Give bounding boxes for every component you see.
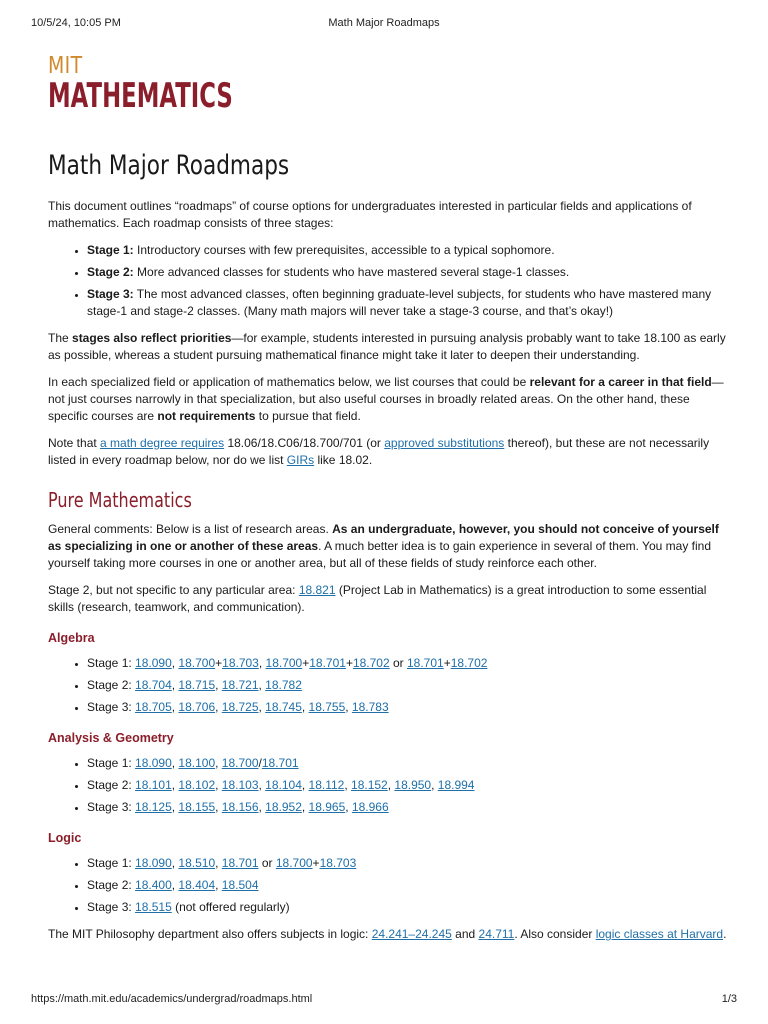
approved-substitutions-link[interactable]: approved substitutions [384, 436, 505, 450]
algebra-heading: Algebra [48, 631, 95, 645]
course-link[interactable]: 18.701 [309, 656, 346, 670]
course-link[interactable]: 24.711 [478, 927, 515, 941]
stage-label: Stage 1: [87, 243, 134, 257]
course-link[interactable]: 24.241–24.245 [371, 927, 452, 941]
algebra-list [48, 655, 728, 716]
text: or [258, 856, 276, 870]
list-item: • Stage 2: 18.400, 18.404, 18.504 [87, 877, 728, 894]
course-link[interactable]: 18.152 [351, 778, 388, 792]
text: like 18.02. [314, 453, 373, 467]
print-url: https://math.mit.edu/academics/undergrad/roadmaps.html [31, 993, 313, 1005]
course-link[interactable]: 18.705 [135, 700, 172, 714]
analysis-list [48, 755, 728, 816]
text: to pursue that field. [255, 409, 361, 423]
course-link[interactable]: 18.745 [265, 700, 302, 714]
text: and [451, 927, 479, 941]
list-item: • Stage 3: 18.705, 18.706, 18.725, 18.745, 18.755, 18.783 [87, 699, 728, 716]
bold-text: stages also reflect priorities [72, 331, 232, 345]
course-link[interactable]: 18.952 [265, 800, 302, 814]
course-link[interactable]: 18.703 [319, 856, 357, 870]
mit-mathematics-logo[interactable] [48, 53, 324, 116]
note-paragraph [48, 435, 728, 469]
print-header [0, 17, 768, 31]
stage-label: Stage 1: [87, 656, 136, 670]
text: . A much better idea is to gain experience in several of them. You may find yourself taking more courses in one or another area, but all of these fields of study reinforce each other. [48, 539, 711, 570]
course-link[interactable]: 18.090 [135, 856, 172, 870]
intro-paragraph: This document outlines “roadmaps” of course options for undergraduates interested in particular fields and applications of mathematics. Each roadmap consists of three stages: [48, 199, 692, 230]
logo-mathematics-text: MATHEMATICS [48, 76, 233, 116]
text: thereof), but these are not necessarily listed in every roadmap below, nor do we list [48, 436, 710, 467]
logic-heading: Logic [48, 831, 82, 845]
course-link[interactable]: 18.103 [221, 778, 259, 792]
text: Stage 2, but not specific to any particular area: [48, 583, 299, 597]
course-link[interactable]: 18.725 [221, 700, 259, 714]
stages-list [48, 242, 728, 320]
course-link[interactable]: 18.755 [308, 700, 346, 714]
course-link[interactable]: 18.125 [135, 800, 172, 814]
print-datetime: 10/5/24, 10:05 PM [31, 17, 121, 29]
course-link[interactable]: 18.101 [135, 778, 172, 792]
bold-text: relevant for a career in that field [529, 375, 712, 389]
course-link[interactable]: 18.966 [351, 800, 389, 814]
course-link[interactable]: 18.700 [221, 756, 259, 770]
philosophy-paragraph [48, 926, 728, 943]
analysis-geometry-heading: Analysis & Geometry [48, 731, 174, 745]
stage-label: Stage 2: [87, 678, 136, 692]
course-link[interactable]: 18.700 [265, 656, 303, 670]
course-link[interactable]: 18.703 [222, 656, 259, 670]
general-comments-paragraph [48, 521, 728, 572]
list-item: • Stage 1: 18.090, 18.510, 18.701 or 18.700+18.703 [87, 855, 728, 872]
course-link[interactable]: 18.965 [308, 800, 346, 814]
course-link[interactable]: 18.702 [352, 656, 390, 670]
course-link[interactable]: 18.782 [265, 678, 302, 692]
text: In each specialized field or application of mathematics below, we list courses that could be [48, 375, 530, 389]
stage-label: Stage 3: [87, 900, 136, 914]
course-link[interactable]: 18.701 [407, 656, 444, 670]
main-content [48, 148, 728, 953]
text: —for example, students interested in pursuing analysis probably want to take 18.100 as early as possible, whereas a student pursuing mathematical finance might take it later to deepen their understanding. [48, 331, 726, 362]
course-link[interactable]: 18.701 [261, 756, 299, 770]
stage-label: Stage 3: [87, 800, 136, 814]
priorities-paragraph [48, 330, 728, 364]
course-link[interactable]: 18.100 [178, 756, 216, 770]
stage-label: Stage 3: [87, 287, 134, 301]
stage-label: Stage 2: [87, 265, 134, 279]
list-item: • Stage 3: 18.125, 18.155, 18.156, 18.952, 18.965, 18.966 [87, 799, 728, 816]
course-link[interactable]: 18.510 [178, 856, 216, 870]
bold-text: As an undergraduate, however, you should not conceive of yourself as specializing in one or another of these areas [48, 522, 719, 553]
list-item [87, 264, 728, 281]
text: 18.06/18.C06/18.700/701 (or [224, 436, 385, 450]
stage2-general-paragraph [48, 582, 728, 616]
course-link[interactable]: 18.994 [437, 778, 475, 792]
text: General comments: Below is a list of research areas. [48, 522, 333, 536]
print-page-number: 1/3 [721, 993, 737, 1005]
girs-link[interactable]: GIRs [286, 453, 315, 467]
course-link[interactable]: 18.102 [178, 778, 216, 792]
page-title: Math Major Roadmaps [48, 150, 290, 181]
course-link[interactable]: 18.701 [221, 856, 259, 870]
text: . [723, 927, 727, 941]
stage-text: More advanced classes for students who have mastered several stage-1 classes. [133, 265, 570, 279]
stage-label: Stage 2: [87, 878, 136, 892]
stage-text: Introductory courses with few prerequisites, accessible to a typical sophomore. [133, 243, 555, 257]
list-item [87, 242, 728, 259]
logo-mit-text: MIT [48, 53, 83, 79]
course-link[interactable]: 18.090 [135, 656, 172, 670]
course-link[interactable]: 18.156 [221, 800, 259, 814]
career-paragraph [48, 374, 728, 425]
text: (Project Lab in Mathematics) is a great introduction to some essential skills (research, teamwork, and communication). [48, 583, 707, 614]
text: The [48, 331, 73, 345]
course-link[interactable]: 18.090 [135, 756, 172, 770]
course-link[interactable]: 18.400 [135, 878, 172, 892]
stage-label: Stage 1: [87, 756, 136, 770]
list-item: • Stage 1: 18.090, 18.700+18.703, 18.700+18.701+18.702 or 18.701+18.702 [87, 655, 728, 672]
stage-text: The most advanced classes, often beginning graduate-level subjects, for students who have mastered many stage-1 and stage-2 classes. (Many math majors will never take a stage-3 course, and that’s okay!) [87, 287, 712, 318]
course-link[interactable]: 18.706 [178, 700, 216, 714]
bold-text: not requirements [157, 409, 256, 423]
print-page-title: Math Major Roadmaps [328, 17, 440, 29]
list-item [87, 899, 728, 916]
text: —not just courses narrowly in that specialization, but also useful courses in broadly related areas. On the other hand, these specific courses are [48, 375, 724, 423]
harvard-logic-link[interactable]: logic classes at Harvard [595, 927, 724, 941]
course-link[interactable]: 18.700 [178, 656, 216, 670]
math-degree-requires-link[interactable]: a math degree requires [100, 436, 225, 450]
text: Note that [48, 436, 101, 450]
print-footer [0, 993, 768, 1007]
course-link[interactable]: 18.702 [450, 656, 488, 670]
list-item [87, 286, 728, 320]
text: . Also consider [514, 927, 596, 941]
stage-label: Stage 2: [87, 778, 136, 792]
course-link[interactable]: 18.515 [135, 900, 172, 914]
course-link[interactable]: 18.715 [178, 678, 216, 692]
stage-label: Stage 3: [87, 700, 136, 714]
course-link[interactable]: 18.112 [308, 778, 345, 792]
stage-label: Stage 1: [87, 856, 136, 870]
list-item: • Stage 2: 18.704, 18.715, 18.721, 18.782 [87, 677, 728, 694]
course-link[interactable]: 18.155 [178, 800, 216, 814]
course-link[interactable]: 18.783 [351, 700, 389, 714]
course-link[interactable]: 18.504 [221, 878, 259, 892]
course-link[interactable]: 18.704 [135, 678, 172, 692]
text: (not offered regularly) [171, 900, 290, 914]
course-link[interactable]: 18.821 [298, 583, 336, 597]
text: The MIT Philosophy department also offers subjects in logic: [48, 927, 372, 941]
course-link[interactable]: 18.700 [275, 856, 313, 870]
list-item: • Stage 1: 18.090, 18.100, 18.700/18.701 [87, 755, 728, 772]
course-link[interactable]: 18.950 [394, 778, 432, 792]
logic-list [48, 855, 728, 916]
course-link[interactable]: 18.104 [265, 778, 302, 792]
list-item: • Stage 2: 18.101, 18.102, 18.103, 18.104, 18.112, 18.152, 18.950, 18.994 [87, 777, 728, 794]
course-link[interactable]: 18.721 [221, 678, 259, 692]
text: or [389, 656, 407, 670]
course-link[interactable]: 18.404 [178, 878, 216, 892]
pure-mathematics-heading: Pure Mathematics [48, 488, 192, 512]
